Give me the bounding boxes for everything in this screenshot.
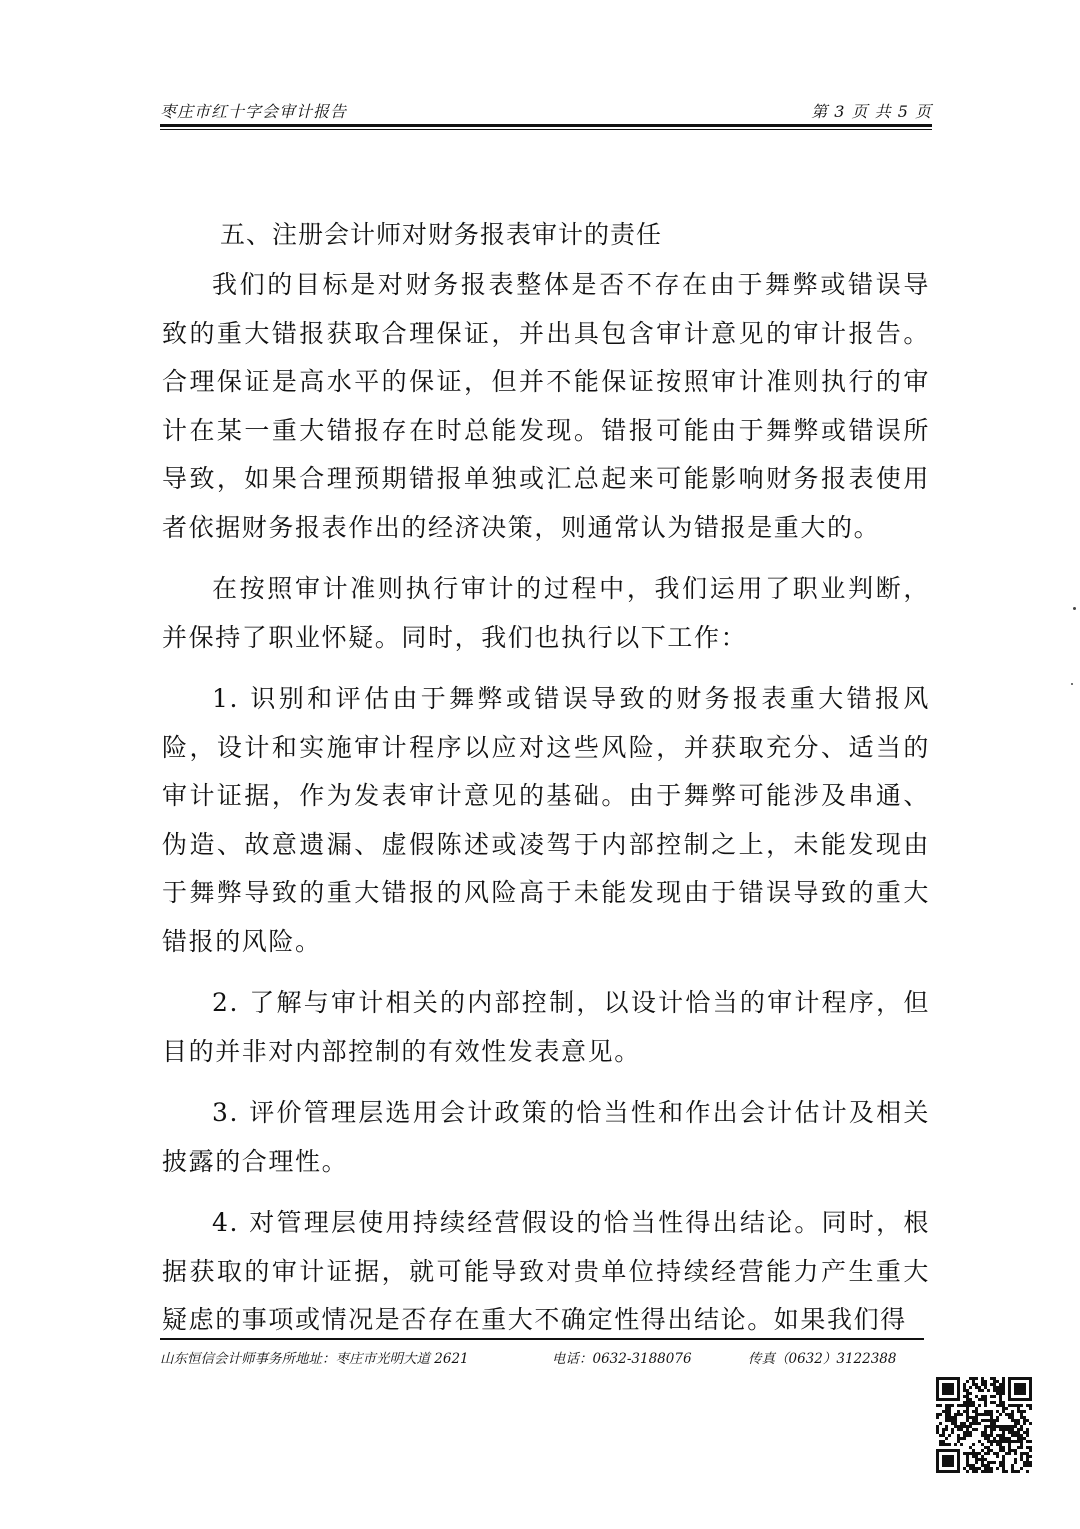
- header-rule: [160, 124, 932, 127]
- qr-code-icon: [936, 1377, 1032, 1473]
- page-number: 第 3 页 共 5 页: [811, 102, 932, 121]
- page-header: [160, 92, 932, 122]
- paragraph-procedures-intro: 在按照审计准则执行审计的过程中，我们运用了职业判断，并保持了职业怀疑。同时，我们也执行以下工作：: [162, 574, 930, 652]
- header-rule-thin: [160, 129, 932, 130]
- footer-rule: [160, 1338, 924, 1340]
- footer-fax: 传真（0632）3122388: [748, 1351, 897, 1367]
- report-title: 枣庄市红十字会审计报告: [160, 102, 348, 121]
- paragraph-objective: 我们的目标是对财务报表整体是否不存在由于舞弊或错误导致的重大错报获取合理保证，并出具包含审计意见的审计报告。合理保证是高水平的保证，但并不能保证按照审计准则执行的审计在某一重大错报存在时总能发现。错报可能由于舞弊或错误所导致，如果合理预期错报单独或汇总起来可能影响财务报表使用者依据财务报表作出的经济决策，则通常认为错报是重大的。: [162, 270, 930, 542]
- paragraph-item-3: 3. 评价管理层选用会计政策的恰当性和作出会计估计及相关披露的合理性。: [162, 1098, 930, 1176]
- report-body: [162, 211, 930, 1358]
- section-heading: 五、注册会计师对财务报表审计的责任: [220, 220, 663, 249]
- scan-speck: [1071, 683, 1073, 685]
- footer-address: 山东恒信会计师事务所地址：枣庄市光明大道 2621: [160, 1351, 469, 1367]
- page-footer: [160, 1343, 924, 1367]
- paragraph-item-1: 1. 识别和评估由于舞弊或错误导致的财务报表重大错报风险，设计和实施审计程序以应对这些风险，并获取充分、适当的审计证据，作为发表审计意见的基础。由于舞弊可能涉及串通、伪造、故意遗漏、虚假陈述或凌驾于内部控制之上，未能发现由于舞弊导致的重大错报的风险高于未能发现由于错误导致的重大错报的风险。: [162, 684, 930, 956]
- paragraph-item-2: 2. 了解与审计相关的内部控制，以设计恰当的审计程序，但目的并非对内部控制的有效性发表意见。: [162, 988, 930, 1066]
- footer-phone: 电话：0632-3188076: [552, 1351, 692, 1367]
- scan-speck: [1073, 607, 1076, 610]
- paragraph-item-4: 4. 对管理层使用持续经营假设的恰当性得出结论。同时，根据获取的审计证据，就可能导致对贵单位持续经营能力产生重大疑虑的事项或情况是否存在重大不确定性得出结论。如果我们得: [162, 1208, 930, 1334]
